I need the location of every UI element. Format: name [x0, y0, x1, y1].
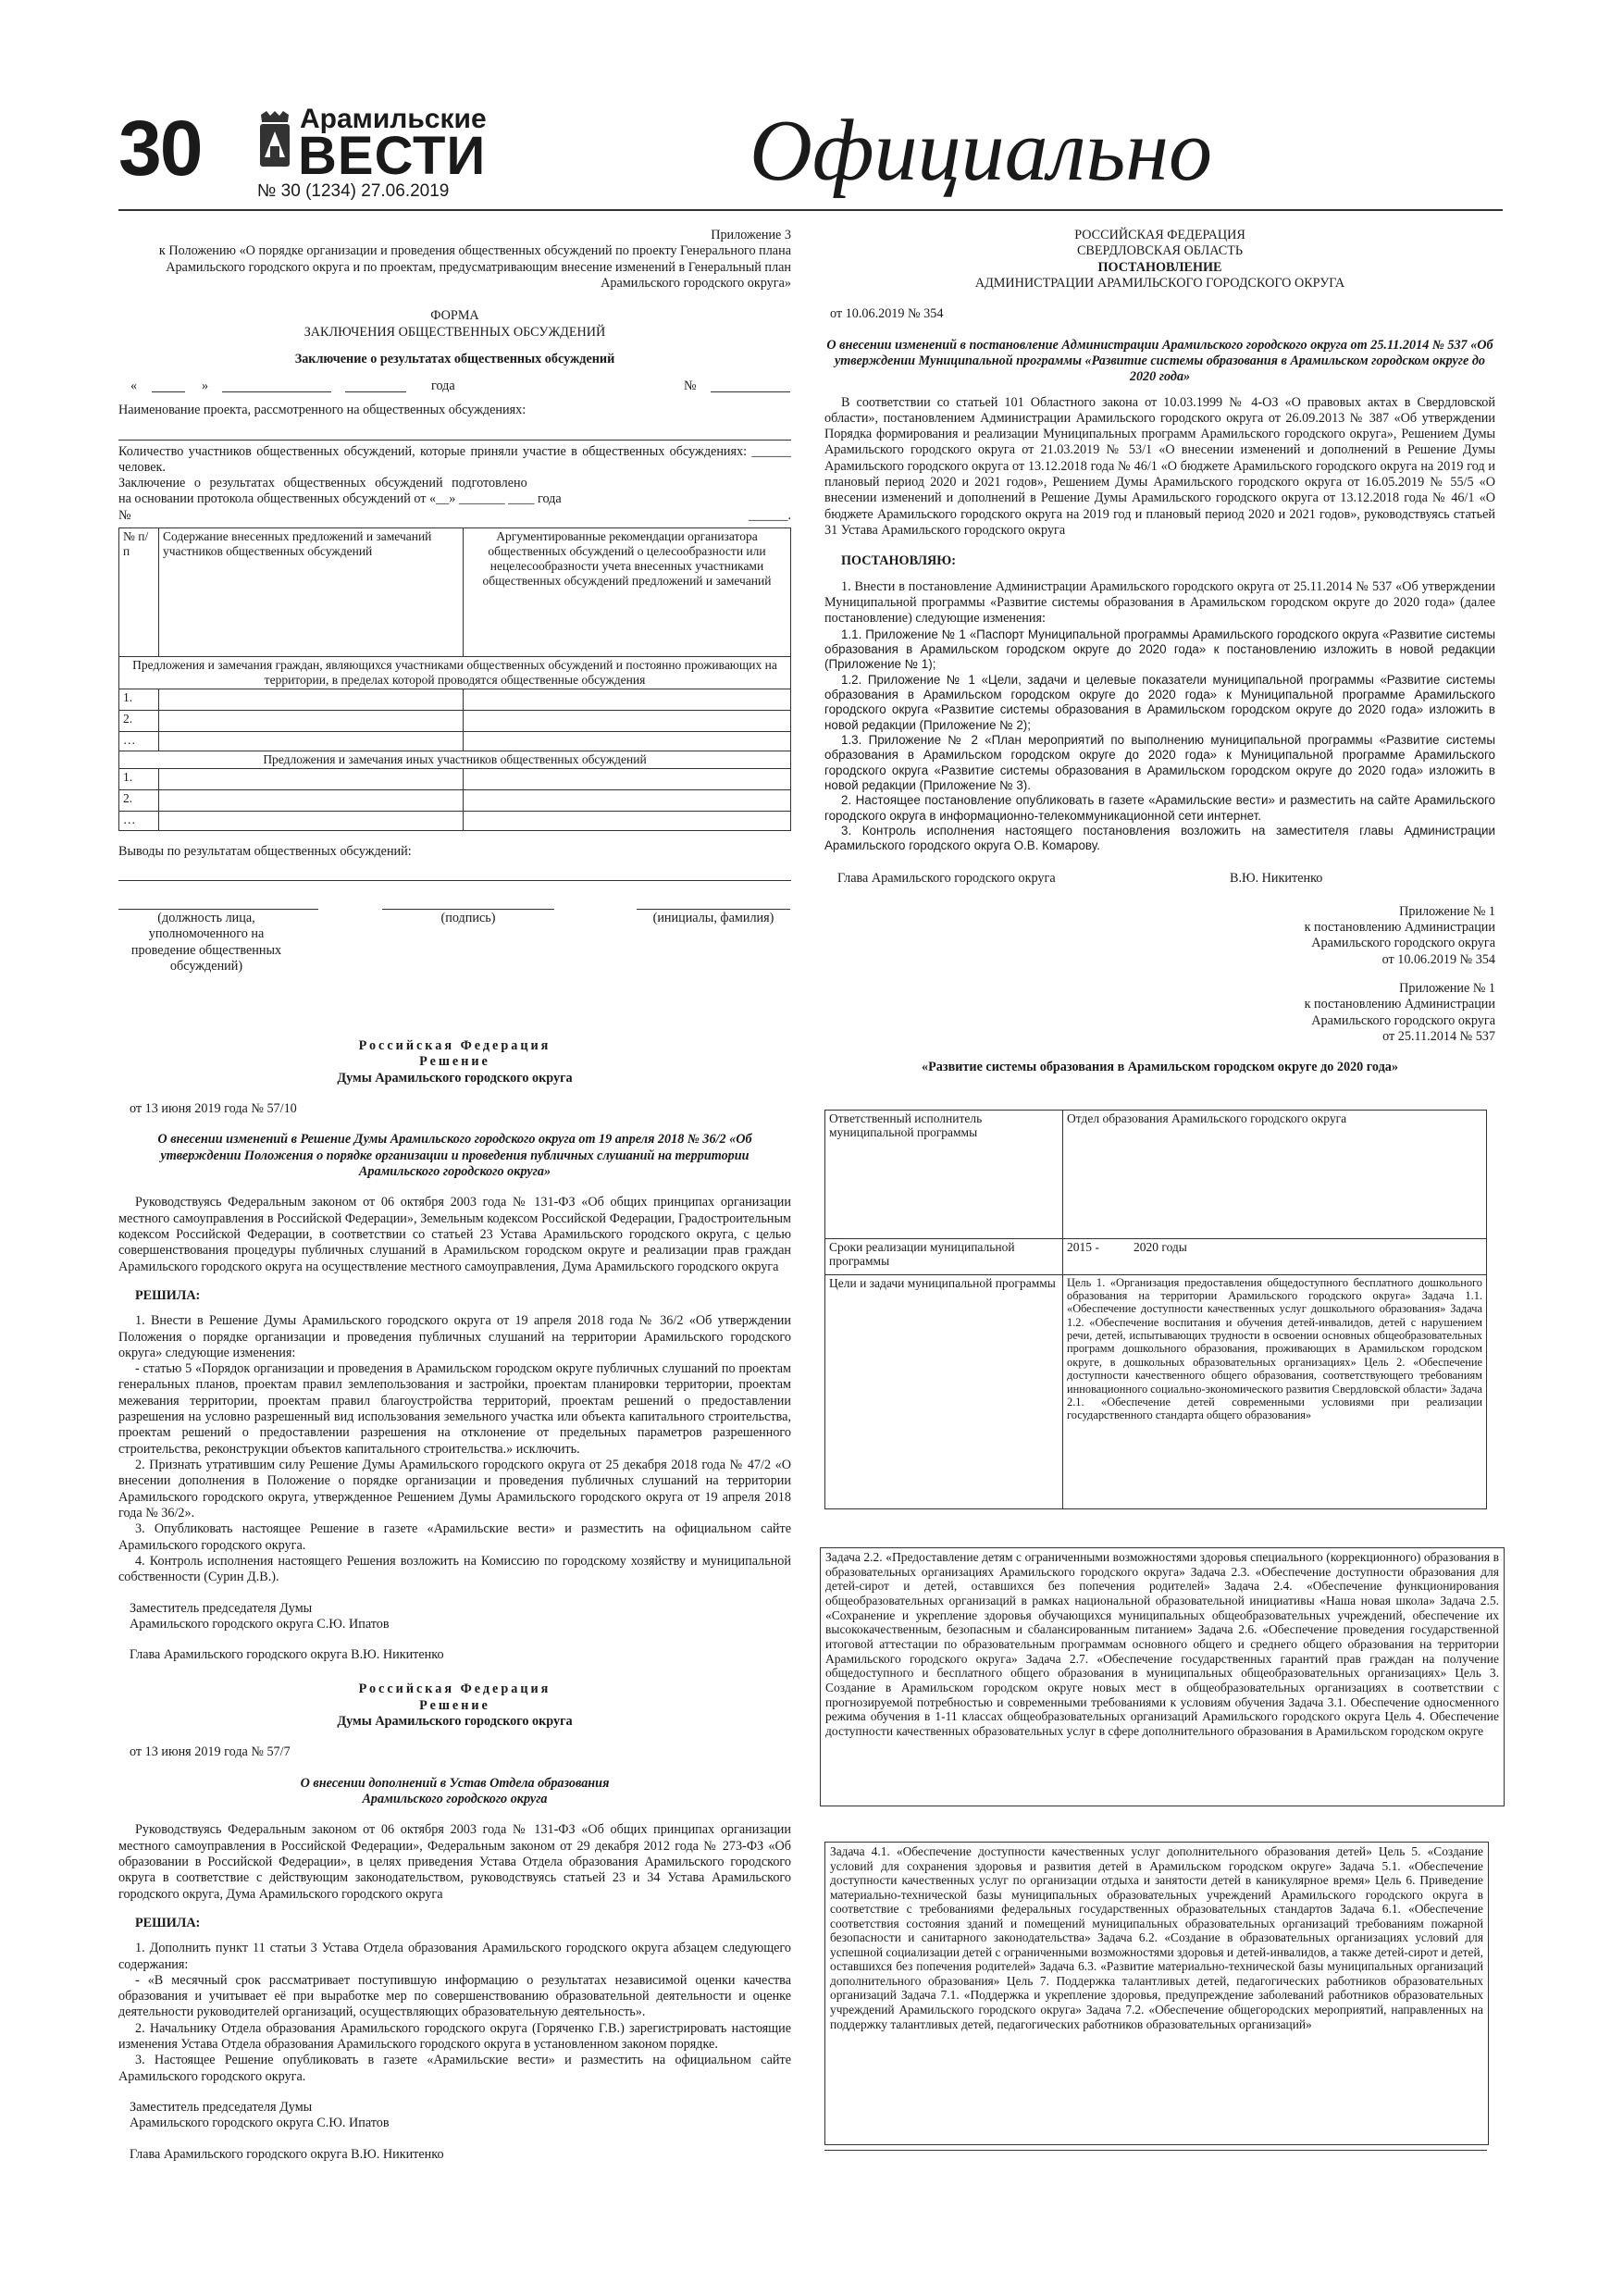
decision-57-7	[118, 1682, 791, 2163]
decision-item-2: 2. Начальнику Отдела образования Арамильского городского округа (Горяченко Г.В.) зарегистрировать настоящие изменения Устава Отдела образования Арамильского городского округа в установленном законом порядке.	[118, 2020, 791, 2053]
appendix-line: к постановлению Администрации	[1304, 920, 1495, 936]
appendix-line: от 25.11.2014 № 537	[1382, 1028, 1495, 1044]
table-cell	[464, 789, 791, 811]
table-cell	[159, 789, 464, 811]
decision-type: Решение	[419, 1697, 490, 1713]
participants-text: Количество участников общественных обсуждений, которые приняли участие в общественных обсуждениях: ______ человек.	[118, 443, 791, 475]
decision-date: от 13 июня 2019 года № 57/7	[130, 1744, 291, 1760]
resolution-item-1-3: 1.3. Приложение № 2 «План мероприятий по выполнению муниципальной программы «Развитие системы образования в Арамильском городском округе до 2020 года» к Муниципальной программе Арамильского городского округа «Развитие системы образования в Арамильском городском округе до 2020 года» изложить в новой редакции (Приложение № 3).	[824, 732, 1495, 792]
head-signature: Глава Арамильского городского округа В.Ю. Никитенко	[130, 1647, 444, 1663]
table-section-others: Предложения и замечания иных участников общественных обсуждений	[119, 751, 791, 768]
table-row	[119, 731, 791, 751]
decision-item-4: 4. Контроль исполнения настоящего Решения возложить на Комиссию по городскому хозяйству и муниципальной собственности (Сурин Д.В.).	[118, 1553, 791, 1585]
date-row	[118, 379, 791, 399]
row-number: 2.	[119, 710, 159, 731]
table-header-recommendations: Аргументированные рекомендации организатора общественных обсуждений о целесообразности или нецелесообразности учета внесенных участниками общественных обсуждений предложений и замечаний	[464, 528, 791, 657]
goals-continuation-box-2: Задача 4.1. «Обеспечение доступности качественных услуг дополнительного образования детей» Цель 5. «Создание условий для сохранения здоровья и развития детей в Арамильском городском округе» Задача 5.1. «Обеспечение доступности качественных услуг по организации отдыха и занятости детей в каникулярное время» Цель 6. Приведение материально-технической базы муниципальных образовательных учреждений Арамильского городского округа в соответствие с требованиями федеральных государственных образовательных стандартов Задача 6.1. «Обеспечение соответствия состояния зданий и помещений муниципальных образовательных организаций требованиям пожарной безопасности и санитарного законодательства» Задача 6.2. «Создание в образовательных организациях условий для успешной социализации детей с ограниченными возможностями здоровья и детей-инвалидов, а также детей-сирот и детей, оставшихся без попечения родителей» Задача 6.3. «Развитие материально-технической базы муниципальных организаций дополнительного образования» Цель 7. Поддержка талантливых детей, педагогических работников образовательных организаций Задача 7.1. «Поддержка и укрепление здоровья, предупреждение заболеваний работников образовательных учреждений Арамильского городского округа» Задача 7.2. «Обеспечение общегородских мероприятий, направленных на поддержку талантливых детей, педагогических работников образовательных организаций»	[824, 1842, 1489, 2145]
table-row	[119, 528, 791, 657]
row-number: 1.	[119, 689, 159, 710]
table-row	[119, 768, 791, 789]
date-number-label: №	[684, 379, 697, 394]
table-cell	[464, 689, 791, 710]
resolution-item-3: 3. Контроль исполнения настоящего постановления возложить на заместителя главы Администрации Арамильского городского округа О.В. Комарову.	[824, 824, 1495, 853]
table-header-content: Содержание внесенных предложений и замечаний участников общественных обсуждений	[159, 528, 464, 657]
resolution-item-1-1: 1.1. Приложение № 1 «Паспорт Муниципальной программы Арамильского городского округа «Развитие системы образования в Арамильском городском округе до 2020 года» к постановлению изложить в новой редакции (Приложение № 1);	[824, 627, 1495, 672]
appendix3-heading: Приложение 3	[711, 228, 791, 242]
masthead-divider	[118, 209, 1503, 211]
deputy-chair-title: Заместитель председателя Думы	[130, 2100, 313, 2116]
signature-line-position	[118, 909, 318, 910]
decision-item-1a: - статью 5 «Порядок организации и проведения в Арамильском городском округе публичных слушаний по проектам генеральных планов, проектам правил землепользования и застройки, проектам планировки территории, проектам межевания территории, проектам правил благоустройства территорий, проектам решений о предоставлении разрешения на условно разрешенный вид использования земельного участка или объекта капитального строительства, проектам решений о предоставлении разрешения на отклонение от предельных параметров разрешенного строительства, реконструкции объектов капитального строительства.» исключить.	[118, 1361, 791, 1457]
conclusion-line-3: № ______.	[118, 507, 791, 523]
left-column	[118, 228, 791, 2163]
issue-number: № 30 (1234) 27.06.2019	[257, 181, 450, 201]
table-row	[825, 1238, 1487, 1274]
city-emblem-icon	[257, 109, 292, 174]
decision-issuer: Думы Арамильского городского округа	[337, 1070, 573, 1086]
signature-line-initials	[637, 909, 790, 910]
decision-item-1a: - «В месячный срок рассматривает поступившую информацию о результатах независимой оценки качества образования и учитывает её при выработке мер по совершенствованию образовательной деятельности и оценке деятельности руководителей организаций, осуществляющих образовательную деятельность».	[118, 1972, 791, 2020]
project-name-blank	[118, 419, 791, 441]
table-row	[119, 657, 791, 689]
table-row	[119, 689, 791, 710]
appendix-line: Арамильского городского округа	[1311, 1012, 1495, 1028]
appendix-line: к постановлению Администрации	[1304, 997, 1495, 1012]
decision-item-3: 3. Опубликовать настоящее Решение в газете «Арамильские вести» и разместить на официальном сайте Арамильского городского округа.	[118, 1521, 791, 1553]
decision-intro: Руководствуясь Федеральным законом от 06 октября 2003 года № 131-ФЗ «Об общих принципах организации местного самоуправления в Российской Федерации», Земельным кодексом Российской Федерации, Градостроительным кодексом Российской Федерации, в соответствии со статьей 23 Устава Арамильского городского округа, с целью совершенствования процедуры публичных слушаний в Арамильском городском округе и реализации прав граждан Арамильского городского округа на осуществление местного самоуправления, Дума Арамильского городского округа	[118, 1195, 791, 1274]
bottom-rule	[824, 2150, 1487, 2151]
goals-label: Цели и задачи муниципальной программы	[825, 1274, 1063, 1508]
signature-line-sign	[382, 909, 554, 910]
signature-position-caption: (должность лица, уполномоченного на проведение общественных обсуждений)	[130, 911, 282, 974]
resolution-date: от 10.06.2019 № 354	[830, 306, 944, 322]
resolution-type: ПОСТАНОВЛЕНИЕ	[1097, 259, 1222, 275]
decision-item-1: 1. Дополнить пункт 11 статьи 3 Устава Отдела образования Арамильского городского округа абзацем следующего содержания:	[118, 1941, 791, 1972]
decision-resolved: РЕШИЛА:	[135, 1287, 201, 1303]
program-passport-table	[824, 1110, 1487, 1509]
decision-country: Российская Федерация	[358, 1038, 551, 1054]
decision-intro: Руководствуясь Федеральным законом от 06 октября 2003 года № 131-ФЗ «Об общих принципах организации местного самоуправления в Российской Федерации», Федеральным законом от 29 декабря 2012 года № 273-ФЗ «Об образовании в Российской Федерации», в целях приведения Устава Отдела образования Арамильского городского округа в соответствие с действующим законодательством, руководствуясь статьей 23 и 34 Устава Арамильского городского округа, Дума Арамильского городского округа	[118, 1822, 791, 1902]
conclusions-blank	[118, 860, 791, 881]
head-name: В.Ю. Никитенко	[1230, 870, 1323, 886]
form-subtitle: Заключение о результатах общественных обсуждений	[294, 351, 615, 366]
table-cell	[159, 768, 464, 789]
deputy-chair-title: Заместитель председателя Думы	[130, 1600, 313, 1616]
date-open-quote: «	[130, 379, 138, 394]
conclusions-label: Выводы по результатам общественных обсуждений:	[118, 843, 412, 859]
right-column	[824, 228, 1495, 1509]
logo-title-main: ВЕСТИ	[298, 126, 487, 186]
decision-issuer: Думы Арамильского городского округа	[337, 1714, 573, 1730]
table-row	[119, 789, 791, 811]
section-title: Официально	[750, 103, 1213, 199]
table-row	[119, 710, 791, 731]
goals-value: Цель 1. «Организация предоставления общедоступного бесплатного дошкольного образования на территории Арамильского городского округа» Задача 1.1. «Обеспечение доступности качественных услуг дошкольного образования» Задача 1.2. «Обеспечение воспитания и обучения детей-инвалидов, детей с нарушением речи, детей, испытывающих трудности в освоении основных общеобразовательных программ дошкольного образования, проживающих в Арамильском городском округе, в дошкольных образовательных организациях» Цель 2. «Обеспечение доступности качественного общего образования, соответствующего требованиям инновационного социально-экономического развития Свердловской области» Задача 2.1. «Обеспечение детей современными условиями при реализации государственного стандарта общего образования»	[1063, 1274, 1487, 1508]
date-close-quote: »	[202, 379, 209, 394]
resolution-resolve: ПОСТАНОВЛЯЮ:	[841, 553, 957, 569]
form-title: ФОРМА	[430, 308, 479, 324]
logo-title-top: Арамильские	[300, 104, 487, 134]
date-year-label: года	[431, 379, 455, 394]
dotted-end: ______.	[748, 507, 791, 523]
appendix-line: Приложение № 1	[1399, 903, 1495, 919]
table-cell	[159, 811, 464, 830]
appendix-line: Арамильского городского округа	[1311, 936, 1495, 951]
table-row	[825, 1110, 1487, 1238]
resolution-issuer: АДМИНИСТРАЦИИ АРАМИЛЬСКОГО ГОРОДСКОГО ОКРУГА	[974, 275, 1345, 291]
date-month-blank	[222, 380, 331, 392]
table-cell	[159, 689, 464, 710]
row-number: 2.	[119, 789, 159, 811]
table-row	[119, 811, 791, 830]
decision-title: О внесении изменений в Решение Думы Арамильского городского округа от 19 апреля 2018 № 36/2 «Об утверждении Положения о порядке организации и проведения публичных слушаний на территории Арамильского городского округа»	[157, 1132, 752, 1180]
row-number: 1.	[119, 768, 159, 789]
signature-block	[118, 909, 791, 998]
decision-title: О внесении дополнений в Устав Отдела образования Арамильского городского округа	[300, 1775, 610, 1807]
resolution-item-2: 2. Настоящее постановление опубликовать в газете «Арамильские вести» и разместить на сайте Арамильского городского округа в информационно-телекоммуникационной сети интернет.	[824, 793, 1495, 823]
decision-country: Российская Федерация	[358, 1682, 551, 1697]
row-number: …	[119, 811, 159, 830]
table-cell	[464, 710, 791, 731]
head-signature: Глава Арамильского городского округа В.Ю. Никитенко	[130, 2146, 444, 2162]
table-cell	[464, 768, 791, 789]
date-year-blank	[345, 380, 406, 392]
table-row	[119, 751, 791, 768]
resolution-intro: В соответствии со статьей 101 Областного закона от 10.03.1999 № 4-ОЗ «О правовых актах в Свердловской области», постановлением Администрации Арамильского городского округа от 26.09.2013 № 387 «Об утверждении Порядка формирования и реализации Муниципальных программ Арамильского городского округа», Решением Думы Арамильского городского округа от 21.03.2019 № 53/1 «О внесении изменений и дополнений в Решение Думы Арамильского городского округа от 13.12.2018 года № 46/1 «О бюджете Арамильского городского округа на 2019 год и плановый период 2020 и 2021 годов», Решением Думы Арамильского городского округа от 16.05.2019 № 55/5 «О внесении изменений и дополнений в Решение Думы Арамильского городского округа от 13.12.2018 года № 46/1 «О бюджете Арамильского городского округа на 2019 год и плановый период 2020 и 2021 годов», руководствуясь статьей 31 Устава Арамильского городского округа	[824, 394, 1495, 538]
resolution-item-1: 1. Внести в постановление Администрации Арамильского городского округа от 25.11.2014 № 537 «Об утверждении Муниципальной программы «Развитие системы образования в Арамильском городском округе до 2020 года» (далее постановление) следующие изменения:	[824, 578, 1495, 627]
head-title: Глава Арамильского городского округа	[837, 870, 1056, 886]
date-number-blank	[711, 380, 790, 392]
goals-continuation-box-1: Задача 2.2. «Предоставление детям с ограниченными возможностями здоровья специального (коррекционного) образования в образовательных организациях Арамильского городского округа» Задача 2.3. «Обеспечение доступности образования для детей-сирот и детей, оставшихся без попечения родителей» Задача 2.4. «Обеспечение функционирования общеобразовательных организаций в рамках национальной образовательной инициативы «Наша новая школа» Задача 2.5. «Сохранение и укрепление здоровья обучающихся муниципальных общеобразовательных учреждений, обеспечение их высококачественным, безопасным и сбалансированным питанием» Задача 2.6. «Обеспечение проведения государственной итоговой аттестации по образовательным программам основного общего и среднего общего образования на территории Арамильского городского округа» Задача 2.7. «Обеспечение государственных гарантий прав граждан на получение общедоступного и бесплатного общего образования в муниципальных общеобразовательных организациях» Цель 3. Создание в Арамильском городском округе новых мест в общеобразовательных организациях в соответствии с прогнозируемой потребностью и современными требованиями к условиям обучения Задача 3.1. Обеспечение односменного режима обучения в 1-11 классах общеобразовательных организаций Арамильского городского округа Цель 4. Обеспечение доступности качественных образовательных услуг в сфере дополнительного образования в Арамильском городском округе	[820, 1547, 1505, 1806]
conclusion-line-1: Заключение о результатах общественных обсуждений подготовлено	[118, 476, 527, 491]
resolution-item-1-2: 1.2. Приложение № 1 «Цели, задачи и целевые показатели муниципальной программы «Развитие системы образования в Арамильском городском округе до 2020 года» к Муниципальной программе Арамильского городского округа «Развитие системы образования в Арамильском городском округе до 2020 года» изложить в новой редакции (Приложение № 2);	[824, 672, 1495, 732]
proposals-table	[118, 527, 791, 831]
decision-date: от 13 июня 2019 года № 57/10	[130, 1101, 297, 1117]
appendix3-text: к Положению «О порядке организации и проведения общественных обсуждений по проекту Генерального плана Арамильского городского округа и по проектам, предусматривающим внесение изменений в Генеральный план Арамильского городского округа»	[158, 243, 791, 291]
appendix-line: Приложение № 1	[1399, 980, 1495, 996]
timeframe-label: Сроки реализации муниципальной программы	[825, 1238, 1063, 1274]
decision-item-3: 3. Настоящее Решение опубликовать в газете «Арамильские вести» и разместить на официальном сайте Арамильского городского округа.	[118, 2053, 791, 2084]
program-title: «Развитие системы образования в Арамильском городском округе до 2020 года»	[922, 1060, 1398, 1075]
responsible-label: Ответственный исполнитель муниципальной программы	[825, 1110, 1063, 1238]
page-number: 30	[118, 105, 202, 192]
deputy-chair-signature: Арамильского городского округа С.Ю. Ипатов	[130, 2116, 390, 2131]
decision-item-2: 2. Признать утратившим силу Решение Думы Арамильского городского округа от 25 декабря 2018 года № 47/2 «О внесении дополнения в Положение о порядке организации и проведения публичных слушаний на территории Арамильского городского округа, утвержденное Решением Думы Арамильского городского округа от 19 апреля 2018 года № 36/2».	[118, 1458, 791, 1520]
table-section-citizens: Предложения и замечания граждан, являющихся участниками общественных обсуждений и постоянно проживающих на территории, в пределах которой проводятся общественные обсуждения	[119, 657, 791, 689]
row-number: …	[119, 731, 159, 751]
resolution-region: СВЕРДЛОВСКАЯ ОБЛАСТЬ	[1076, 243, 1244, 259]
resolution-title: О внесении изменений в постановление Администрации Арамильского городского округа от 25.11.2014 № 537 «Об утверждении Муниципальной программы «Развитие системы образования в Арамильском городском округе до 2020 года»	[826, 337, 1493, 385]
responsible-value: Отдел образования Арамильского городского округа	[1063, 1110, 1487, 1238]
resolution-signature	[824, 871, 1495, 889]
decision-type: Решение	[419, 1054, 490, 1070]
table-cell	[159, 731, 464, 751]
date-day-blank	[152, 380, 185, 392]
appendix-1-original	[824, 981, 1495, 1045]
decision-57-10	[118, 1038, 791, 1663]
project-name-label: Наименование проекта, рассмотренного на общественных обсуждениях:	[118, 403, 527, 418]
signature-sign-caption: (подпись)	[440, 911, 496, 926]
decision-resolved: РЕШИЛА:	[135, 1915, 201, 1930]
signature-initials-caption: (инициалы, фамилия)	[652, 911, 774, 926]
conclusion-line-2: на основании протокола общественных обсуждений от «__» _______ ____ года	[118, 491, 562, 507]
table-cell	[464, 811, 791, 830]
decision-item-1: 1. Внести в Решение Думы Арамильского городского округа от 19 апреля 2018 года № 36/2 «Об утверждении Положения о порядке организации и проведения публичных слушаний на территории Арамильского городского округа» следующие изменения:	[118, 1313, 791, 1360]
appendix-line: от 10.06.2019 № 354	[1381, 951, 1495, 967]
form-title-2: ЗАКЛЮЧЕНИЯ ОБЩЕСТВЕННЫХ ОБСУЖДЕНИЙ	[304, 324, 606, 340]
appendix-1-current	[824, 904, 1495, 968]
table-header-num: № п/п	[119, 528, 159, 657]
table-cell	[464, 731, 791, 751]
resolution-country: РОССИЙСКАЯ ФЕДЕРАЦИЯ	[1074, 228, 1245, 242]
table-row	[825, 1274, 1487, 1508]
table-cell	[159, 710, 464, 731]
timeframe-value: 2015 - 2020 годы	[1063, 1238, 1487, 1274]
deputy-chair-signature: Арамильского городского округа С.Ю. Ипатов	[130, 1616, 390, 1632]
